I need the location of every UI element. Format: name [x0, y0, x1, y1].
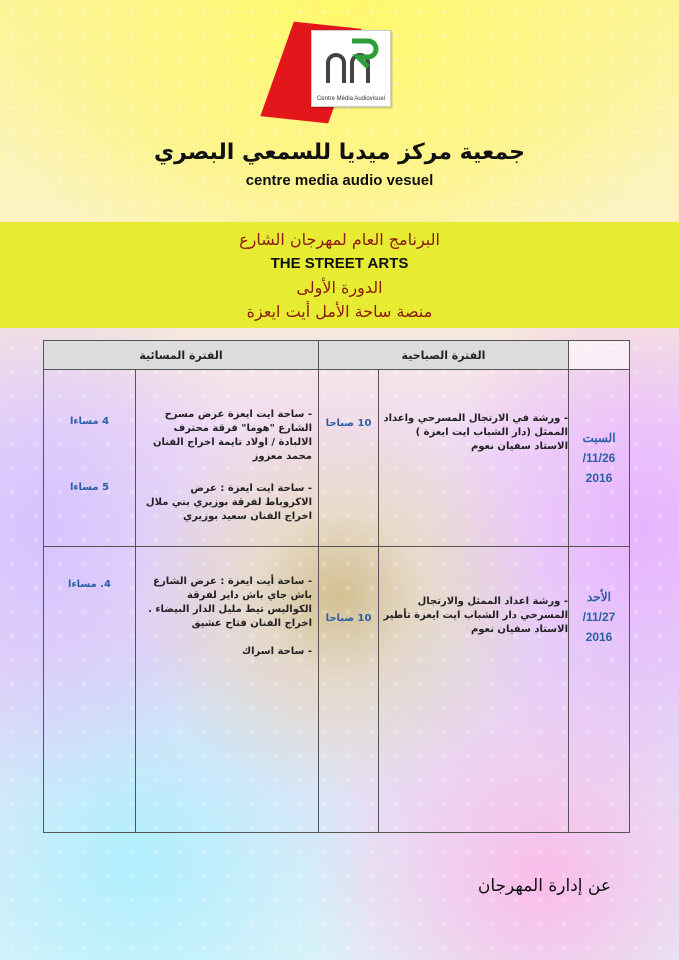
- schedule-table: [43, 340, 630, 833]
- table-row: [44, 547, 630, 833]
- evening-time: 4. مساءا: [68, 579, 111, 590]
- morning-event: - ورشة اعداد الممثل والارتجال المسرحي دار الشباب ايت ايعزة تأطير الاستاد سفيان نعوم: [379, 547, 569, 833]
- festival-banner: [0, 222, 679, 328]
- day-name: الأحد: [587, 590, 611, 604]
- evening-times-cell: [44, 370, 136, 547]
- day-year: 2016: [585, 471, 613, 485]
- day-cell: [569, 547, 630, 833]
- association-name-arabic: جمعية مركز ميديا للسمعي البصري: [154, 140, 525, 165]
- table-header-row: [44, 341, 630, 370]
- logo-mark-icon: [322, 37, 380, 85]
- day-name: السبت: [582, 431, 616, 445]
- header-evening: الفترة المسائية: [44, 341, 319, 370]
- logo-card: [311, 30, 391, 107]
- table-row: [44, 370, 630, 547]
- banner-edition: الدورة الأولى: [296, 278, 383, 297]
- banner-event-name: THE STREET ARTS: [270, 255, 409, 272]
- festival-management-signature: عن إدارة المهرجان: [477, 876, 611, 896]
- evening-desc-cell: [136, 370, 319, 547]
- day-date: /11/27: [582, 610, 616, 624]
- evening-event: - ساحة ايت ايعزة عرض مسرح الشارع "هوما" فرقة محترف الالبادة / اولاد تايمة اخراج الفنان محمد معزوز: [152, 409, 312, 462]
- day-date: /11/26: [582, 451, 616, 465]
- evening-event: - ساحة اسراك: [241, 646, 312, 657]
- day-year: 2016: [585, 630, 613, 644]
- evening-desc-cell: [136, 547, 319, 833]
- evening-event: - ساحة أيت ايعزة : عرض الشارع باش جاي باش داير لفرقة الكواليس تيط مليل الدار البيضاء . اخراج الفنان فتاح عشيق: [148, 576, 312, 629]
- header-morning: الفترة الصباحية: [319, 341, 569, 370]
- evening-time: 4 مساءا: [69, 416, 110, 427]
- evening-time: 5 مساءا: [69, 482, 110, 493]
- morning-time: 10 صباحا: [319, 370, 379, 547]
- evening-event: - ساحة ايت ايعزة : عرض الاكروباط لفرقة بوزيري بني ملال اخراج الفنان سعيد بوزيري: [145, 483, 312, 522]
- banner-program-title: البرنامج العام لمهرجان الشارع: [239, 230, 440, 249]
- association-name-french: centre media audio vesuel: [245, 172, 434, 189]
- evening-times-cell: [44, 547, 136, 833]
- logo-caption: Centre Média Audiovisuel: [316, 96, 386, 102]
- header-blank: [569, 341, 630, 370]
- morning-time: 10 صباحا: [319, 547, 379, 833]
- morning-event: - ورشة في الارتجال المسرحي واعداد الممثل (دار الشباب ايت ايعزة ) الاستاد سفيان نعوم: [379, 370, 569, 547]
- banner-venue: منصة ساحة الأمل أيت ايعزة: [246, 302, 433, 321]
- day-cell: [569, 370, 630, 547]
- logo: [270, 25, 410, 135]
